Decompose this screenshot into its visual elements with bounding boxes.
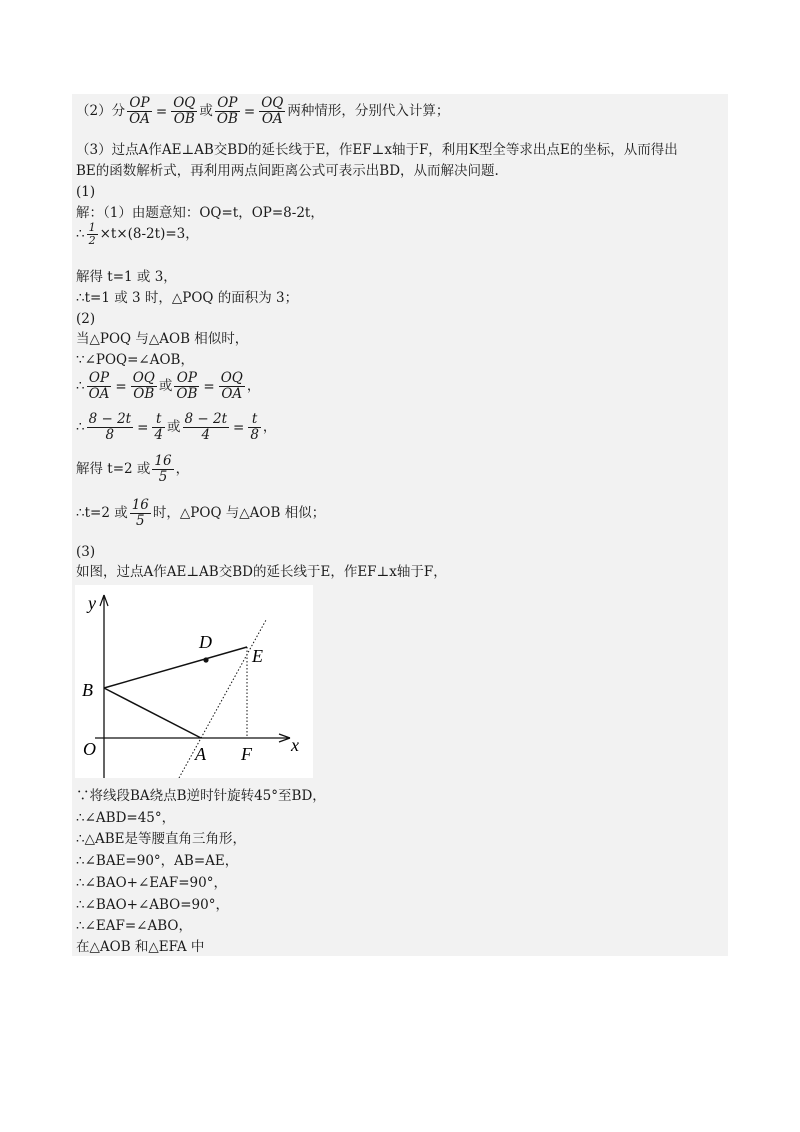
fraction: $\frac{OQ}{OB}$ <box>132 370 155 402</box>
point-d <box>203 657 208 662</box>
label-a: A <box>195 744 206 764</box>
geometry-figure <box>75 585 313 778</box>
line-20: ∴△ABE是等腰直角三角形， <box>76 831 246 847</box>
fraction: $\frac{t}{8}$ <box>250 411 259 443</box>
line-2: （3）过点A作AE⊥AB交BD的延长线于E，作EF⊥x轴于F，利用K型全等求出点E的坐标，从而得出 <box>76 142 678 158</box>
line-24: ∴∠EAF=∠ABO， <box>76 918 192 934</box>
line-3: BE的函数解析式，再利用两点间距离公式可表示出BD，从而解决问题. <box>76 163 499 179</box>
line-7: 解得 t=1 或 3， <box>76 269 177 285</box>
fraction: $\frac{1}{2}$ <box>88 221 96 247</box>
line-13: ∴ $\frac{8 - 2t}{8}$ = $\frac{t}{4}$ 或 $\frac{8 - 2t}{4}$ = $\frac{t}{8}$ ， <box>76 411 277 443</box>
geometry-diagram <box>75 585 313 778</box>
label-d: D <box>199 632 212 652</box>
line-21: ∴∠BAE=90°，AB=AE， <box>76 853 239 869</box>
segment-ba <box>104 688 201 738</box>
line-5: 解：（1）由题意知：OQ=t，OP=8-2t， <box>76 205 324 221</box>
fraction: $\frac{16}{5}$ <box>131 497 149 529</box>
line-19: ∴∠ABD=45°， <box>76 810 176 826</box>
label-o: O <box>83 739 96 759</box>
line-6: ∴ $\frac{1}{2}$ ×t×(8-2t)=3， <box>76 221 199 247</box>
fraction: $\frac{8 - 2t}{8}$ <box>88 411 132 443</box>
line-22: ∴∠BAO+∠EAF=90°， <box>76 875 227 891</box>
dotted-line-ae <box>179 620 266 778</box>
line-1: （2）分 $\frac{OP}{OA}$ = $\frac{OQ}{OB}$ 或 $\frac{OP}{OB}$ = $\frac{OQ}{OA}$ 两种情形，分别代入计算； <box>76 95 450 127</box>
line-17: 如图，过点A作AE⊥AB交BD的延长线于E，作EF⊥x轴于F， <box>76 564 447 580</box>
fraction: $\frac{OQ}{OB}$ <box>173 95 196 127</box>
label-x: x <box>291 735 299 755</box>
line-15: ∴t=2 或 $\frac{16}{5}$ 时，△POQ 与△AOB 相似； <box>76 497 326 529</box>
fraction: $\frac{t}{4}$ <box>154 411 163 443</box>
line-10: 当△POQ 与△AOB 相似时， <box>76 331 249 347</box>
line-8: ∴t=1 或 3 时，△POQ 的面积为 3； <box>76 290 299 306</box>
fraction: $\frac{OP}{OB}$ <box>216 95 238 127</box>
fraction: $\frac{OQ}{OA}$ <box>220 370 243 402</box>
line-23: ∴∠BAO+∠ABO=90°， <box>76 897 229 913</box>
line-9: (2) <box>76 311 96 327</box>
segment-be <box>104 647 247 688</box>
fraction: $\frac{OQ}{OA}$ <box>261 95 284 127</box>
fraction: $\frac{OP}{OA}$ <box>88 370 110 402</box>
fraction: $\frac{16}{5}$ <box>154 453 172 485</box>
line-14: 解得 t=2 或 $\frac{16}{5}$ ， <box>76 453 190 485</box>
line-4: (1) <box>76 184 96 200</box>
label-f: F <box>241 744 252 764</box>
fraction: $\frac{OP}{OB}$ <box>176 370 198 402</box>
line-11: ∵∠POQ=∠AOB， <box>76 352 194 368</box>
line-25: 在△AOB 和△EFA 中 <box>76 939 205 955</box>
fraction: $\frac{8 - 2t}{4}$ <box>184 411 227 443</box>
line-12: ∴ $\frac{OP}{OA}$ = $\frac{OQ}{OB}$ 或 $\frac{OP}{OB}$ = $\frac{OQ}{OA}$ ， <box>76 370 261 402</box>
label-e: E <box>252 646 263 666</box>
line-16: (3) <box>76 544 96 560</box>
label-b: B <box>82 680 93 700</box>
fraction: $\frac{OP}{OA}$ <box>129 95 150 127</box>
line-18: ∵将线段BA绕点B逆时针旋转45°至BD， <box>76 788 326 804</box>
label-y: y <box>88 593 96 613</box>
